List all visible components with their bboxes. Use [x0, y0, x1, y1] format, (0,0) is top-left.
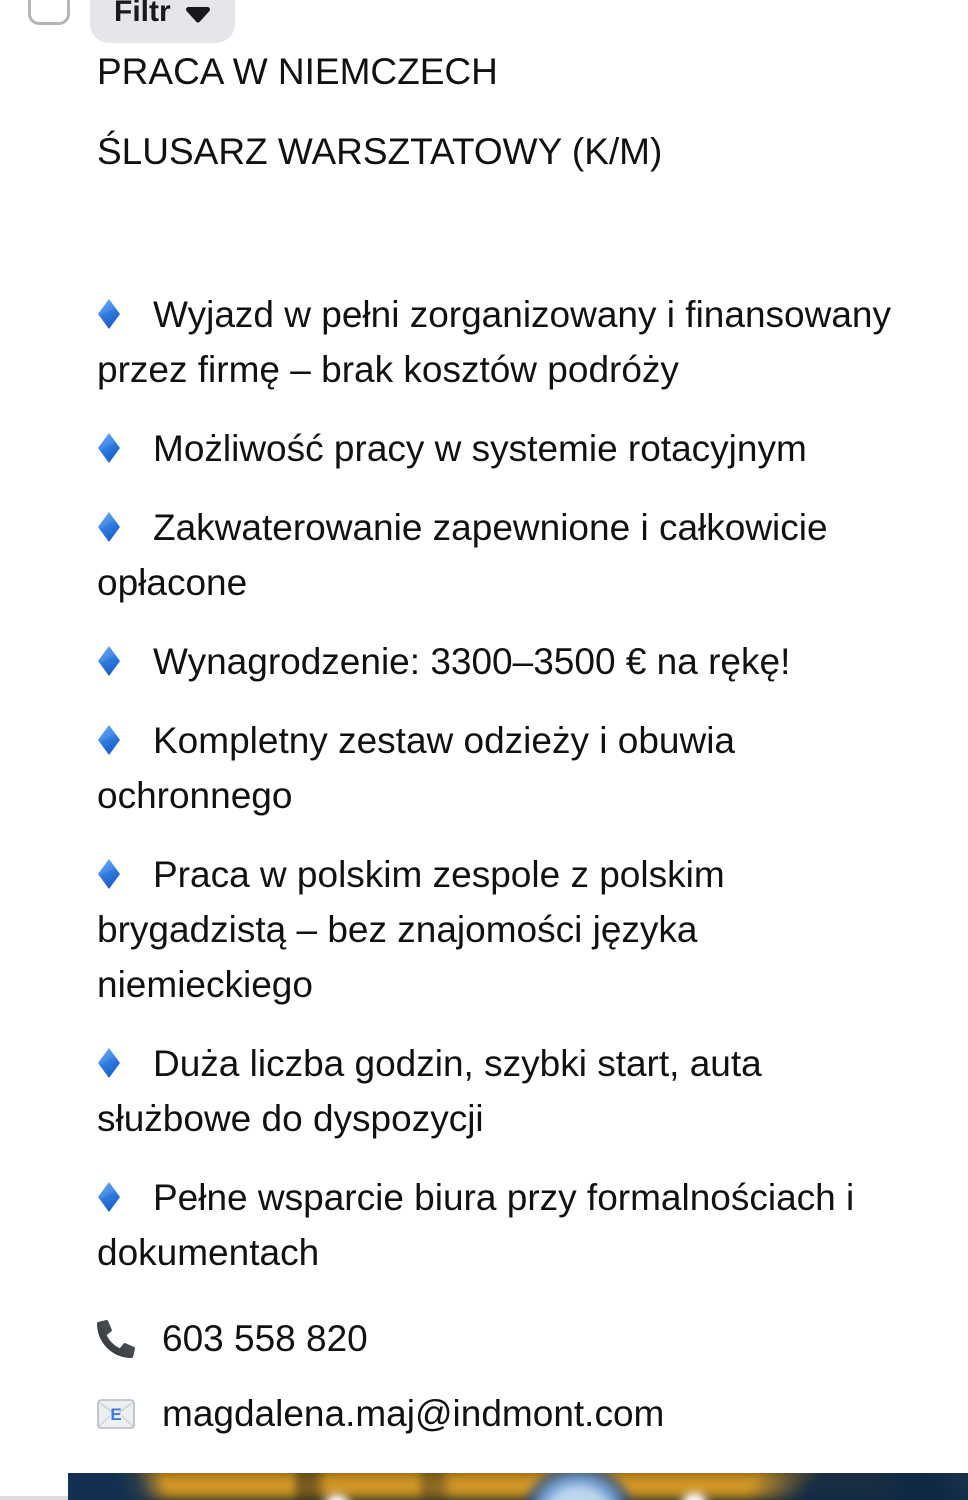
telephone-receiver-icon [97, 1320, 135, 1358]
post-photo-thumbnail[interactable] [68, 1473, 968, 1500]
benefit-text: Zakwaterowanie zapewnione i całkowicie opłacone [97, 507, 828, 603]
blue-diamond-icon [97, 1181, 121, 1213]
select-checkbox[interactable] [28, 0, 70, 25]
contact-phone-row [97, 1311, 903, 1366]
email-icon-letter: E [110, 1404, 122, 1424]
benefit-list [97, 287, 903, 1280]
benefit-text: Wyjazd w pełni zorganizowany i finansowany przez firmę – brak kosztów podróży [97, 294, 891, 390]
benefit-text: Możliwość pracy w systemie rotacyjnym [153, 428, 807, 469]
benefit-text: Pełne wsparcie biura przy formalnościach i dokumentach [97, 1177, 855, 1273]
benefit-text: Praca w polskim zespole z polskim brygadzistą – bez znajomości języka niemieckiego [97, 854, 725, 1005]
filter-button-label: Filtr [114, 0, 171, 28]
contact-email-row [97, 1386, 903, 1441]
post-title-location: PRACA W NIEMCZECH [97, 51, 498, 92]
benefit-text: Wynagrodzenie: 3300–3500 € na rękę! [153, 641, 791, 682]
benefit-text: Duża liczba godzin, szybki start, auta służbowe do dyspozycji [97, 1043, 762, 1139]
benefit-item [97, 421, 903, 476]
blue-diamond-icon [97, 858, 121, 890]
post-title-role: ŚLUSARZ WARSZTATOWY (K/M) [97, 131, 663, 172]
phone-number[interactable]: 603 558 820 [162, 1318, 368, 1359]
blue-diamond-icon [97, 432, 121, 464]
benefit-item [97, 1170, 903, 1280]
benefit-item [97, 1036, 903, 1146]
workshop-photo-art [68, 1473, 968, 1500]
post-content [97, 0, 903, 1441]
blue-diamond-icon [97, 298, 121, 330]
benefit-item [97, 634, 903, 689]
email-address[interactable]: magdalena.maj@indmont.com [162, 1393, 665, 1434]
benefit-item [97, 847, 903, 1012]
blue-diamond-icon [97, 645, 121, 677]
blue-diamond-icon [97, 1047, 121, 1079]
blue-diamond-icon [97, 724, 121, 756]
blue-diamond-icon [97, 511, 121, 543]
bottom-divider [0, 1496, 68, 1500]
benefit-item [97, 713, 903, 823]
email-envelope-icon [97, 1399, 135, 1429]
benefit-text: Kompletny zestaw odzieży i obuwia ochronnego [97, 720, 736, 816]
benefit-item [97, 287, 903, 397]
benefit-item [97, 500, 903, 610]
